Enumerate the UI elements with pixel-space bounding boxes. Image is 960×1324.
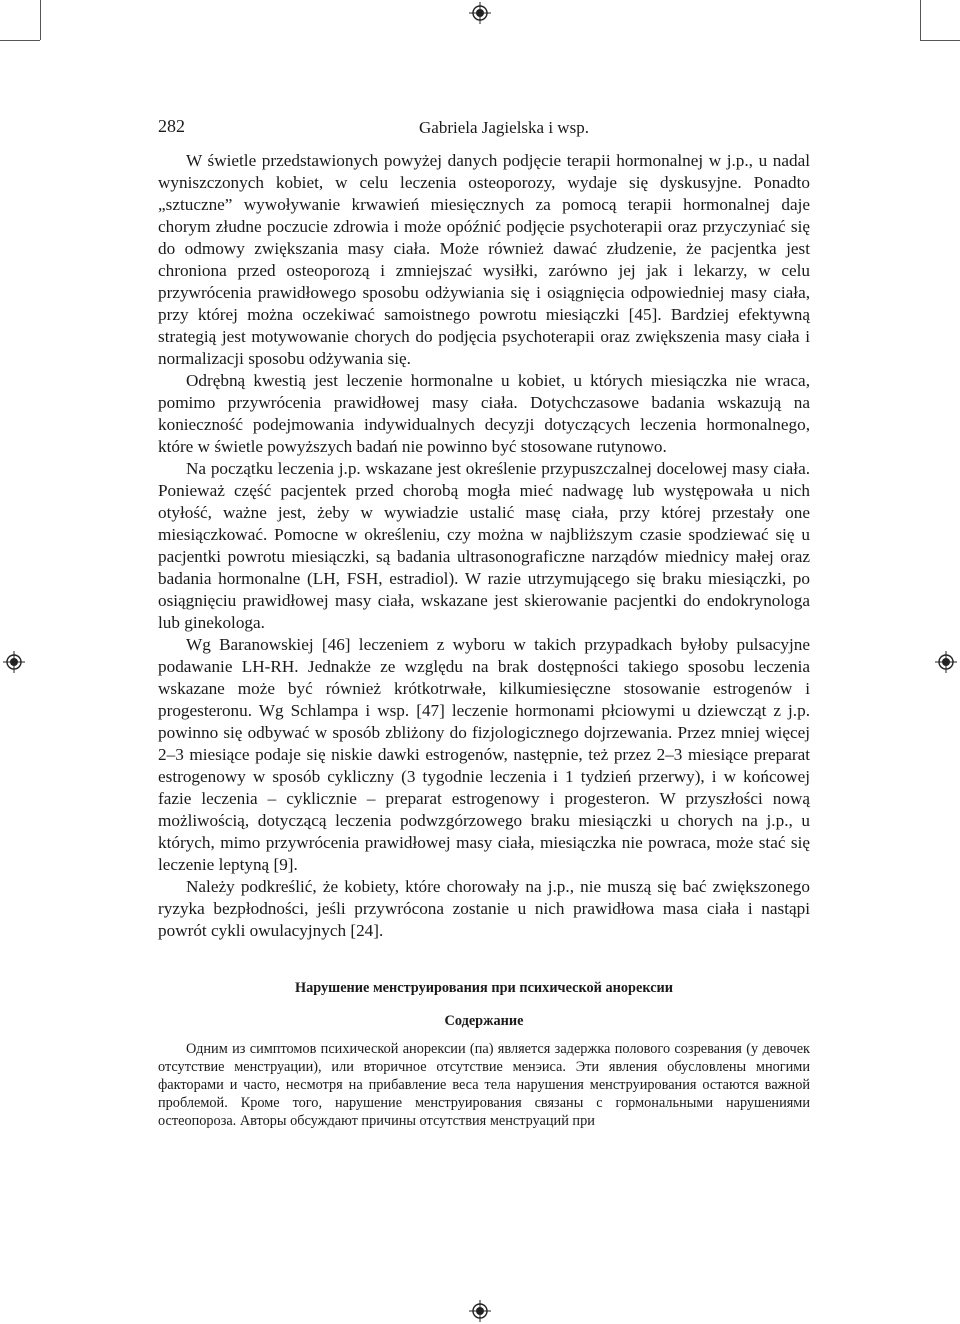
summary-title: Нарушение менструирования при психической анорексии <box>294 980 674 996</box>
page-header <box>158 116 810 144</box>
body-text <box>158 150 810 942</box>
paragraph: Wg Baranowskiej [46] leczeniem z wyboru w takich przypadkach byłoby pulsacyjne podawanie LH-RH. Jednakże ze względu na brak dostępności takiego sposobu leczenia wskazane może być również krótkotrwałe, kilkumiesięczne stosowanie estrogenów i progesteronu. Wg Schlampa i wsp. [47] leczenie hormonami płciowymi u dziewcząt z j.p. powinno się odbywać w sposób zbliżony do fizjologicznego dojrzewania. Przez mniej więcej 2–3 miesiące podaje się niskie dawki estrogenów, następnie, też przez 2–3 miesiące preparat estrogenowy w sposób cykliczny (3 tygodnie leczenia i 1 tydzień przerwy), i w końcowej fazie leczenia – cyklicznie – preparat estrogenowy i progesteron. W przyszłości nową możliwością, dotyczącą leczenia podwzgórzowego braku miesiączki u chorych na j.p., u których, mimo przywrócenia prawidłowej masy ciała, miesiączka nie powraca, może stać się leczenie leptyną [9]. <box>158 635 810 874</box>
summary-abstract <box>158 1040 810 1130</box>
crop-mark-top-right <box>920 0 921 40</box>
paragraph: W świetle przedstawionych powyżej danych podjęcie terapii hormonalnej w j.p., u nadal wyniszczonych kobiet, w celu leczenia osteoporozy, wydaje się dyskusyjne. Ponadto „sztuczne” wywoływanie krwawień miesięcznych za pomocą terapii hormonalnej daje chorym złudne poczucie zdrowia i może opóźnić podjęcie psychoterapii oraz przyczyniać się do odmowy zwiększania masy ciała. Może również dawać złudzenie, że pacjentka jest chroniona przed osteoporozą i zmniejszać wysiłki, zarówno jej jak i lekarzy, w celu przywrócenia prawidłowego sposobu odżywiania się i osiągnięcia odpowiedniej masy ciała, przy której można oczekiwać samoistnego powrotu miesiączki [45]. Bardziej efektywną strategią jest motywowanie chorych do podjęcia psychoterapii oraz zwiększenia masy ciała i normalizacji sposobu odżywania się. <box>158 151 810 368</box>
registration-mark-icon <box>935 651 957 673</box>
registration-mark-icon <box>3 651 25 673</box>
paragraph: Odrębną kwestią jest leczenie hormonalne u kobiet, u których miesiączka nie wraca, pomimo przywrócenia prawidłowej masy ciała. Dotychczasowe badania wskazują na konieczność podejmowania indywidualnych decyzji dotyczących leczenia hormonalnego, które w świetle powyższych badań nie powinno być stosowane rutynowo. <box>158 371 810 456</box>
paragraph: Na początku leczenia j.p. wskazane jest określenie przypuszczalnej docelowej masy ciała. Ponieważ część pacjentek przed chorobą mogła mieć nadwagę lub występowała u nich otyłość, ważne jest, żeby w wywiadzie ustalić masę ciała, przy której przestały one miesiączkować. Pomocne w określeniu, czy można w najbliższym czasie spodziewać się u pacjentki powrotu miesiączki, są badania ultrasonograficzne narządów miednicy małej oraz badania hormonalne (LH, FSH, estradiol). W razie utrzymującego się braku miesiączki, po osiągnięciu prawidłowej masy ciała, wskazane jest skierowanie pacjentki do endokrynologa lub ginekologa. <box>158 459 810 632</box>
page-number: 282 <box>158 116 185 136</box>
summary-paragraph: Одним из симптомов психической анорексии (па) является задержка полового созревания (у девочек отсутствие менструации), или вторичное отсутствие менэиса. Эти явления обусловлены многими факторами и часто, несмотря на прибавление веса тела нарушения менструирования остаются важной проблемой. Кроме того, нарушение менструирования связаны с гормональными нарушениями остеопороза. Авторы обсуждают причины отсутствия менструаций при <box>158 1041 810 1129</box>
paragraph: Należy podkreślić, że kobiety, które chorowały na j.p., nie muszą się bać zwiększonego ryzyka bezpłodności, jeśli przywrócona zostanie u nich prawidłowa masa ciała i nastąpi powrót cykli owulacyjnych [24]. <box>158 877 810 940</box>
running-head: Gabriela Jagielska i wsp. <box>419 118 589 137</box>
crop-mark-top-left <box>40 0 41 40</box>
crop-mark-top-right-h <box>920 40 960 41</box>
registration-mark-icon <box>469 2 491 24</box>
summary-subtitle: Содержание <box>444 1013 524 1029</box>
crop-mark-top-left-h <box>0 40 40 41</box>
registration-mark-icon <box>469 1300 491 1322</box>
